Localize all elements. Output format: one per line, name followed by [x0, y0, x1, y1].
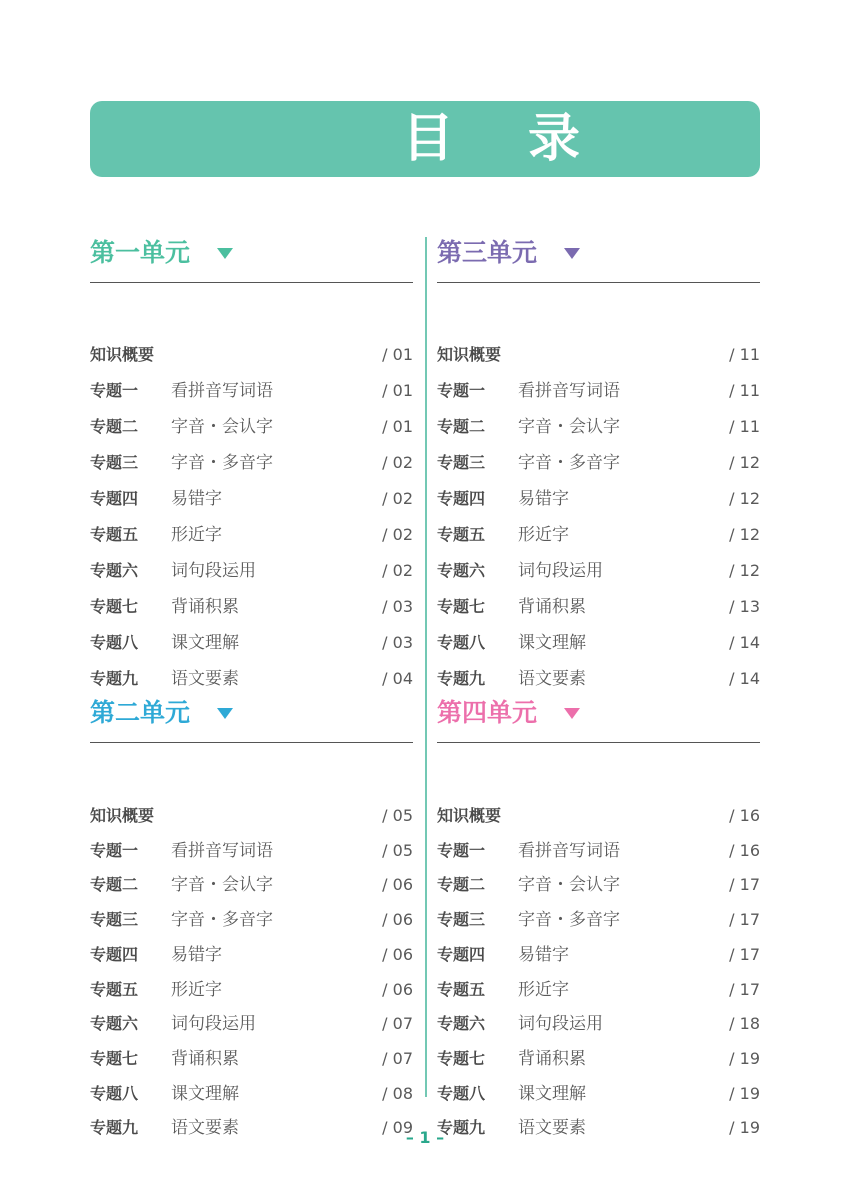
toc-topic: 课文理解 — [518, 633, 586, 653]
toc-label: 知识概要 — [90, 345, 155, 364]
toc-row[interactable] — [437, 415, 760, 439]
toc-row[interactable] — [90, 873, 413, 897]
toc-row[interactable] — [437, 804, 760, 828]
unit-section-1 — [90, 237, 413, 689]
title-banner — [90, 101, 760, 177]
toc-topic: 易错字 — [171, 489, 222, 509]
toc-page-number: / 06 — [382, 979, 413, 999]
toc-page-number: / 17 — [729, 944, 760, 964]
toc-page-number: / 01 — [382, 345, 413, 364]
toc-page-number: / 14 — [729, 633, 760, 652]
toc-row[interactable] — [90, 415, 413, 439]
toc-row[interactable] — [437, 451, 760, 475]
toc-topic: 词句段运用 — [518, 561, 603, 581]
toc-label: 专题四 — [90, 489, 139, 508]
toc-page-number: / 12 — [729, 525, 760, 544]
toc-label: 专题五 — [90, 979, 139, 999]
unit-title: 第二单元 — [90, 698, 191, 727]
toc-topic: 字音・会认字 — [518, 417, 620, 437]
page-title: 目 录 — [401, 109, 609, 169]
toc-label: 专题二 — [90, 417, 139, 436]
triangle-down-icon — [217, 248, 233, 259]
toc-topic: 字音・多音字 — [171, 910, 273, 931]
unit-title: 第四单元 — [437, 698, 538, 727]
toc-row[interactable] — [437, 908, 760, 932]
toc-page-number: / 07 — [382, 1048, 413, 1068]
toc-page-number: / 18 — [729, 1014, 760, 1034]
toc-label: 知识概要 — [437, 806, 502, 825]
column-divider — [425, 237, 427, 1097]
unit-title: 第一单元 — [90, 238, 191, 267]
toc-row[interactable] — [90, 631, 413, 655]
unit-header — [90, 237, 413, 283]
toc-page-number: / 17 — [729, 979, 760, 999]
toc-row[interactable] — [437, 631, 760, 655]
toc-row[interactable] — [90, 804, 413, 828]
unit-header — [90, 697, 413, 743]
toc-row[interactable] — [90, 559, 413, 583]
unit-rule — [90, 742, 413, 743]
toc-row[interactable] — [437, 523, 760, 547]
toc-label: 专题八 — [437, 633, 486, 652]
toc-label: 专题六 — [437, 561, 486, 580]
toc-topic: 背诵积累 — [171, 597, 239, 617]
toc-topic: 形近字 — [518, 525, 569, 545]
toc-page-number: / 19 — [729, 1118, 760, 1138]
toc-page-number: / 08 — [382, 1083, 413, 1103]
triangle-down-icon — [564, 248, 580, 259]
toc-topic: 语文要素 — [171, 1118, 239, 1139]
unit-rule — [90, 282, 413, 283]
toc-page-number: / 19 — [729, 1083, 760, 1103]
toc-page-number: / 12 — [729, 489, 760, 508]
toc-topic: 形近字 — [171, 525, 222, 545]
toc-page-number: / 12 — [729, 561, 760, 580]
toc-page-number: / 16 — [729, 840, 760, 860]
toc-label: 专题七 — [90, 1048, 139, 1068]
toc-label: 专题六 — [90, 561, 139, 580]
toc-label: 专题八 — [90, 1083, 139, 1103]
toc-page-number: / 01 — [382, 417, 413, 436]
toc-row[interactable] — [437, 667, 760, 691]
toc-topic: 易错字 — [518, 944, 569, 965]
toc-label: 专题四 — [437, 489, 486, 508]
toc-label: 专题七 — [90, 597, 139, 616]
toc-topic: 看拼音写词语 — [518, 381, 620, 401]
toc-page-number: / 06 — [382, 944, 413, 964]
toc-topic: 易错字 — [518, 489, 569, 509]
toc-page-number: / 01 — [382, 381, 413, 400]
toc-label: 专题二 — [437, 417, 486, 436]
toc-page-number: / 19 — [729, 1048, 760, 1068]
toc-row[interactable] — [90, 908, 413, 932]
toc-row[interactable] — [90, 487, 413, 511]
toc-topic: 易错字 — [171, 944, 222, 965]
toc-page-number: / 02 — [382, 525, 413, 544]
unit-section-3 — [437, 237, 760, 689]
toc-row[interactable] — [90, 943, 413, 967]
toc-page-number: / 02 — [382, 453, 413, 472]
toc-label: 知识概要 — [437, 345, 502, 364]
toc-row[interactable] — [437, 595, 760, 619]
toc-page-number: / 05 — [382, 840, 413, 860]
toc-label: 专题四 — [90, 944, 139, 964]
toc-topic: 背诵积累 — [518, 1048, 586, 1069]
unit-section-4 — [437, 697, 760, 1139]
toc-row[interactable] — [437, 1082, 760, 1106]
toc-row[interactable] — [437, 978, 760, 1002]
toc-row[interactable] — [90, 839, 413, 863]
toc-label: 专题六 — [90, 1014, 139, 1034]
toc-row[interactable] — [90, 1082, 413, 1106]
toc-row[interactable] — [90, 978, 413, 1002]
toc-label: 专题二 — [437, 875, 486, 895]
toc-row[interactable] — [90, 379, 413, 403]
toc-label: 专题七 — [437, 597, 486, 616]
toc-topic: 语文要素 — [518, 669, 586, 689]
toc-page-number: / 12 — [729, 453, 760, 472]
toc-row[interactable] — [437, 839, 760, 863]
toc-topic: 背诵积累 — [171, 1048, 239, 1069]
toc-row[interactable] — [90, 523, 413, 547]
toc-label: 专题三 — [90, 910, 139, 930]
toc-row[interactable] — [90, 451, 413, 475]
toc-page-number: / 13 — [729, 597, 760, 616]
toc-label: 专题一 — [437, 840, 486, 860]
toc-label: 专题一 — [90, 840, 139, 860]
unit-header — [437, 697, 760, 743]
toc-row[interactable] — [90, 667, 413, 691]
toc-row[interactable] — [437, 1047, 760, 1071]
toc-topic: 看拼音写词语 — [518, 840, 620, 861]
toc-page-number: / 04 — [382, 669, 413, 688]
toc-label: 专题三 — [90, 453, 139, 472]
toc-label: 专题四 — [437, 944, 486, 964]
toc-page-number: / 14 — [729, 669, 760, 688]
toc-label: 专题六 — [437, 1014, 486, 1034]
toc-topic: 形近字 — [171, 979, 222, 1000]
toc-label: 专题七 — [437, 1048, 486, 1068]
toc-page-number: / 02 — [382, 561, 413, 580]
toc-topic: 字音・会认字 — [171, 417, 273, 437]
toc-topic: 词句段运用 — [518, 1014, 603, 1035]
toc-label: 专题二 — [90, 875, 139, 895]
toc-row[interactable] — [437, 943, 760, 967]
toc-row[interactable] — [90, 595, 413, 619]
toc-page-number: / 17 — [729, 910, 760, 930]
toc-row[interactable] — [90, 1012, 413, 1036]
toc-page-number: / 02 — [382, 489, 413, 508]
toc-label: 知识概要 — [90, 806, 155, 825]
toc-label: 专题九 — [90, 669, 139, 688]
toc-topic: 字音・会认字 — [518, 875, 620, 896]
toc-row[interactable] — [437, 487, 760, 511]
toc-label: 专题八 — [437, 1083, 486, 1103]
toc-label: 专题八 — [90, 633, 139, 652]
toc-row[interactable] — [437, 343, 760, 367]
toc-label: 专题五 — [90, 525, 139, 544]
toc-label: 专题五 — [437, 979, 486, 999]
toc-row[interactable] — [90, 343, 413, 367]
toc-topic: 语文要素 — [518, 1118, 586, 1139]
toc-label: 专题三 — [437, 453, 486, 472]
toc-topic: 字音・多音字 — [518, 910, 620, 931]
toc-page-number: / 06 — [382, 875, 413, 895]
toc-page-number: / 07 — [382, 1014, 413, 1034]
toc-row[interactable] — [90, 1047, 413, 1071]
toc-label: 专题九 — [437, 1118, 486, 1138]
toc-topic: 看拼音写词语 — [171, 381, 273, 401]
toc-label: 专题一 — [90, 381, 139, 400]
toc-page-number: / 11 — [729, 417, 760, 436]
toc-label: 专题九 — [90, 1118, 139, 1138]
toc-row[interactable] — [437, 873, 760, 897]
toc-topic: 字音・会认字 — [171, 875, 273, 896]
toc-label: 专题一 — [437, 381, 486, 400]
unit-rule — [437, 742, 760, 743]
toc-label: 专题九 — [437, 669, 486, 688]
page-number: – 1 – — [405, 1128, 445, 1147]
toc-topic: 形近字 — [518, 979, 569, 1000]
unit-section-2 — [90, 697, 413, 1139]
toc-page-number: / 03 — [382, 633, 413, 652]
toc-topic: 背诵积累 — [518, 597, 586, 617]
toc-topic: 课文理解 — [171, 633, 239, 653]
toc-topic: 看拼音写词语 — [171, 840, 273, 861]
unit-rule — [437, 282, 760, 283]
toc-row[interactable] — [437, 559, 760, 583]
toc-page-number: / 16 — [729, 806, 760, 825]
unit-title: 第三单元 — [437, 238, 538, 267]
triangle-down-icon — [217, 708, 233, 719]
toc-row[interactable] — [437, 379, 760, 403]
toc-topic: 词句段运用 — [171, 561, 256, 581]
toc-topic: 字音・多音字 — [171, 453, 273, 473]
toc-topic: 课文理解 — [518, 1083, 586, 1104]
toc-label: 专题五 — [437, 525, 486, 544]
toc-page-number: / 05 — [382, 806, 413, 825]
toc-label: 专题三 — [437, 910, 486, 930]
toc-topic: 字音・多音字 — [518, 453, 620, 473]
toc-row[interactable] — [437, 1012, 760, 1036]
toc-page-number: / 06 — [382, 910, 413, 930]
toc-page-number: / 09 — [382, 1118, 413, 1138]
toc-page-number: / 11 — [729, 381, 760, 400]
toc-topic: 语文要素 — [171, 669, 239, 689]
toc-page-number: / 17 — [729, 875, 760, 895]
toc-page-number: / 03 — [382, 597, 413, 616]
toc-page-number: / 11 — [729, 345, 760, 364]
triangle-down-icon — [564, 708, 580, 719]
unit-header — [437, 237, 760, 283]
toc-topic: 课文理解 — [171, 1083, 239, 1104]
toc-topic: 词句段运用 — [171, 1014, 256, 1035]
